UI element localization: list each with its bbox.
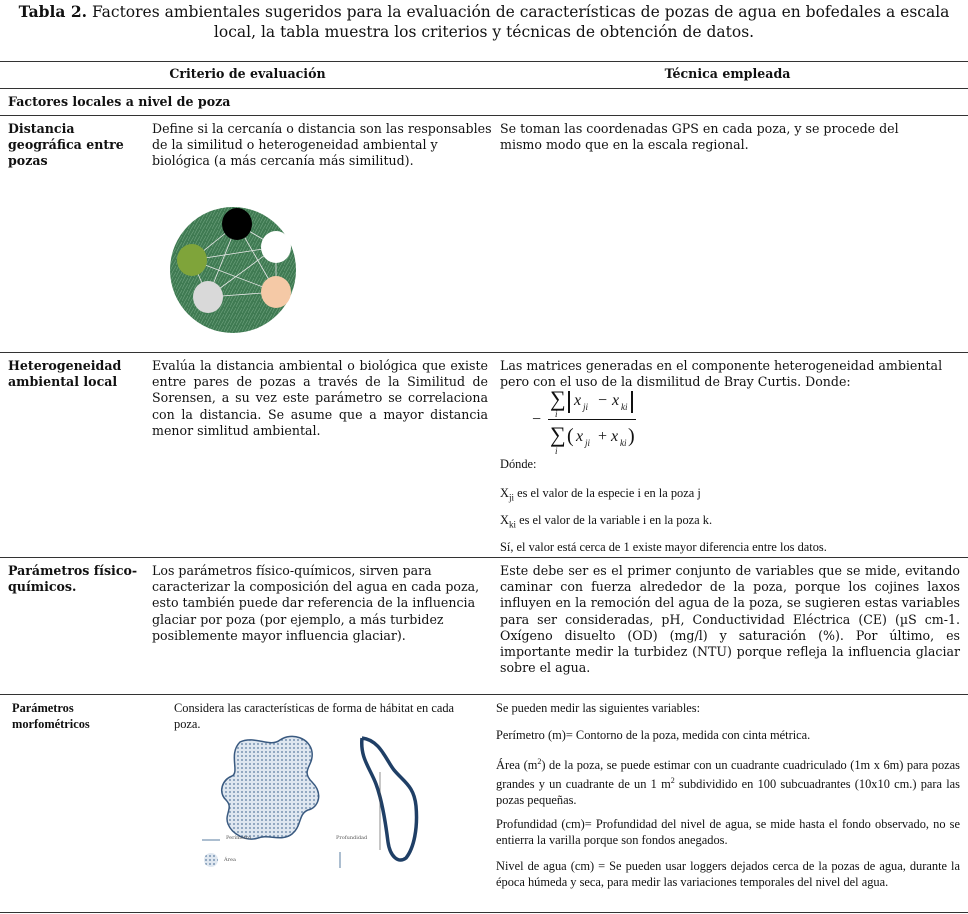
formula-x4: x — [611, 428, 619, 445]
morfo-intro: Se pueden medir las siguientes variables: — [496, 701, 701, 715]
header-bottom-rule — [0, 88, 968, 89]
tecnica-distancia: Se toman las coordenadas GPS en cada poza, y se procede del mismo modo que en la escala regional. — [500, 121, 899, 153]
factor-fisico: Parámetros físico-químicos. — [8, 563, 138, 595]
olive-node — [177, 244, 207, 276]
factor-distancia: Distancia geográfica entre pozas — [8, 121, 124, 169]
tecnica-heterogeneidad: Las matrices generadas en el componente heterogeneidad ambiental pero con el uso de la dismilitud de Bray Curtis. Donde: — [500, 358, 943, 390]
formula-minus: − — [532, 411, 542, 428]
morfo-nivel: Nivel de agua (cm) = Se pueden usar loggers dejados cerca de la pozas de agua, durante la época húmeda y seca, para medir las variaciones temporales del nivel del agua. — [496, 859, 960, 889]
xji-definition: $X_{ji}$ es el valor de la especie i en la poza j — [500, 486, 701, 503]
pond-shape — [222, 736, 319, 839]
criterio-heterogeneidad: Evalúa la distancia ambiental o biológica que existe entre pares de pozas a través de la Similitud de Sorensen, a su vez este parámetro se correlaciona con la distancia. Se asume que a mayor distancia menor simlitud ambiental. — [152, 358, 488, 438]
black-node — [222, 208, 252, 240]
formula-index-bottom: i — [555, 446, 558, 456]
table-bottom-rule — [0, 912, 968, 913]
criterio-distancia: Define si la cercanía o distancia son las responsables de la similitud o heterogeneidad ambiental y biológica (a más cercanía más similitud). — [152, 121, 492, 169]
distance-network-figure — [170, 205, 296, 335]
formula-index-top: i — [555, 409, 558, 419]
section-bottom-rule — [0, 115, 968, 116]
legend-profundidad: Profundidad — [336, 835, 368, 841]
header-tecnica: Técnica empleada — [664, 66, 791, 81]
peach-node — [261, 276, 291, 308]
formula-x1: x — [574, 392, 582, 409]
factor-morfo: Parámetros morfométricos — [12, 701, 90, 731]
area-legend-swatch — [204, 853, 218, 867]
xki-definition: $X_{ki}$ es el valor de la variable i en la poza k. — [500, 513, 713, 530]
morfo-profundidad: Profundidad (cm)= Profundidad del nivel de agua, se mide hasta el fondo observado, no se entierra la varilla porque son fondos anegados. — [496, 817, 960, 847]
factor-heterogeneidad: Heterogeneidad ambiental local — [8, 358, 122, 390]
criterio-morfo: Considera las características de forma de hábitat en cada poza. — [174, 701, 455, 731]
formula-x2: x — [612, 392, 620, 409]
table-top-rule — [0, 61, 968, 62]
row2-bottom-rule — [0, 557, 968, 558]
si-note: Sí, el valor está cerca de 1 existe mayor diferencia entre los datos. — [500, 540, 827, 554]
table-caption — [0, 2, 968, 42]
row3-bottom-rule — [0, 694, 968, 695]
donde-label: Dónde: — [500, 457, 537, 471]
caption-label: Tabla 2. — [18, 2, 88, 21]
header-criterio: Criterio de evaluación — [169, 66, 326, 81]
tecnica-fisico: Este debe ser es el primer conjunto de variables que se mide, evitando caminar con fuerza alrededor de la poza, porque los cojines laxos influyen en la remoción del agua de la poza, se sugieren estas variables para ser consideradas, pH, Conductividad Eléctrica (CE) (µS cm-1. Oxígeno disuelto (OD) (mg/l) y saturación (%). Por último, es importante medir la turbidez (NTU) porque refleja la influencia glaciar sobre el agua. — [500, 563, 960, 676]
grey-node — [193, 281, 223, 313]
morfo-perimetro: Perímetro (m)= Contorno de la poza, medida con cinta métrica. — [496, 728, 811, 742]
row1-bottom-rule — [0, 352, 968, 353]
formula-ki: ki — [621, 402, 628, 412]
formula-ji-2: ji — [585, 438, 591, 448]
white-node — [261, 231, 291, 263]
legend-area: Área — [224, 857, 236, 863]
formula-sum-bottom: ∑ — [550, 422, 566, 447]
section-title: Factores locales a nivel de poza — [8, 94, 231, 109]
formula-sum-top: ∑ — [550, 386, 566, 411]
legend-perimetro: Perímetro — [226, 835, 252, 841]
formula-ji: ji — [583, 402, 589, 412]
formula-ki-2: ki — [620, 438, 627, 448]
depth-profile — [362, 738, 417, 860]
criterio-fisico: Los parámetros físico-químicos, sirven para caracterizar la composición del agua en cada poza, esto también puede dar referencia de la influencia glaciar por poza (por ejemplo, a más turbidez posiblemente mayor influencia glaciar). — [152, 563, 480, 643]
formula-x3: x — [576, 428, 584, 445]
morfo-area: Área $(m^2)$ de la poza, se puede estimar con un cuadrante cuadriculado (1m x 6m) para pozas grandes y un cuadrante de un 1 $m^2$ subdividido en 100 subcuadrantes (10x10 cm.) para las pozas pequeñas. — [496, 757, 960, 808]
caption-text: Factores ambientales sugeridos para la evaluación de características de pozas de agua en bofedales a escala local, la tabla muestra los criterios y técnicas de obtención de datos. — [87, 3, 950, 41]
